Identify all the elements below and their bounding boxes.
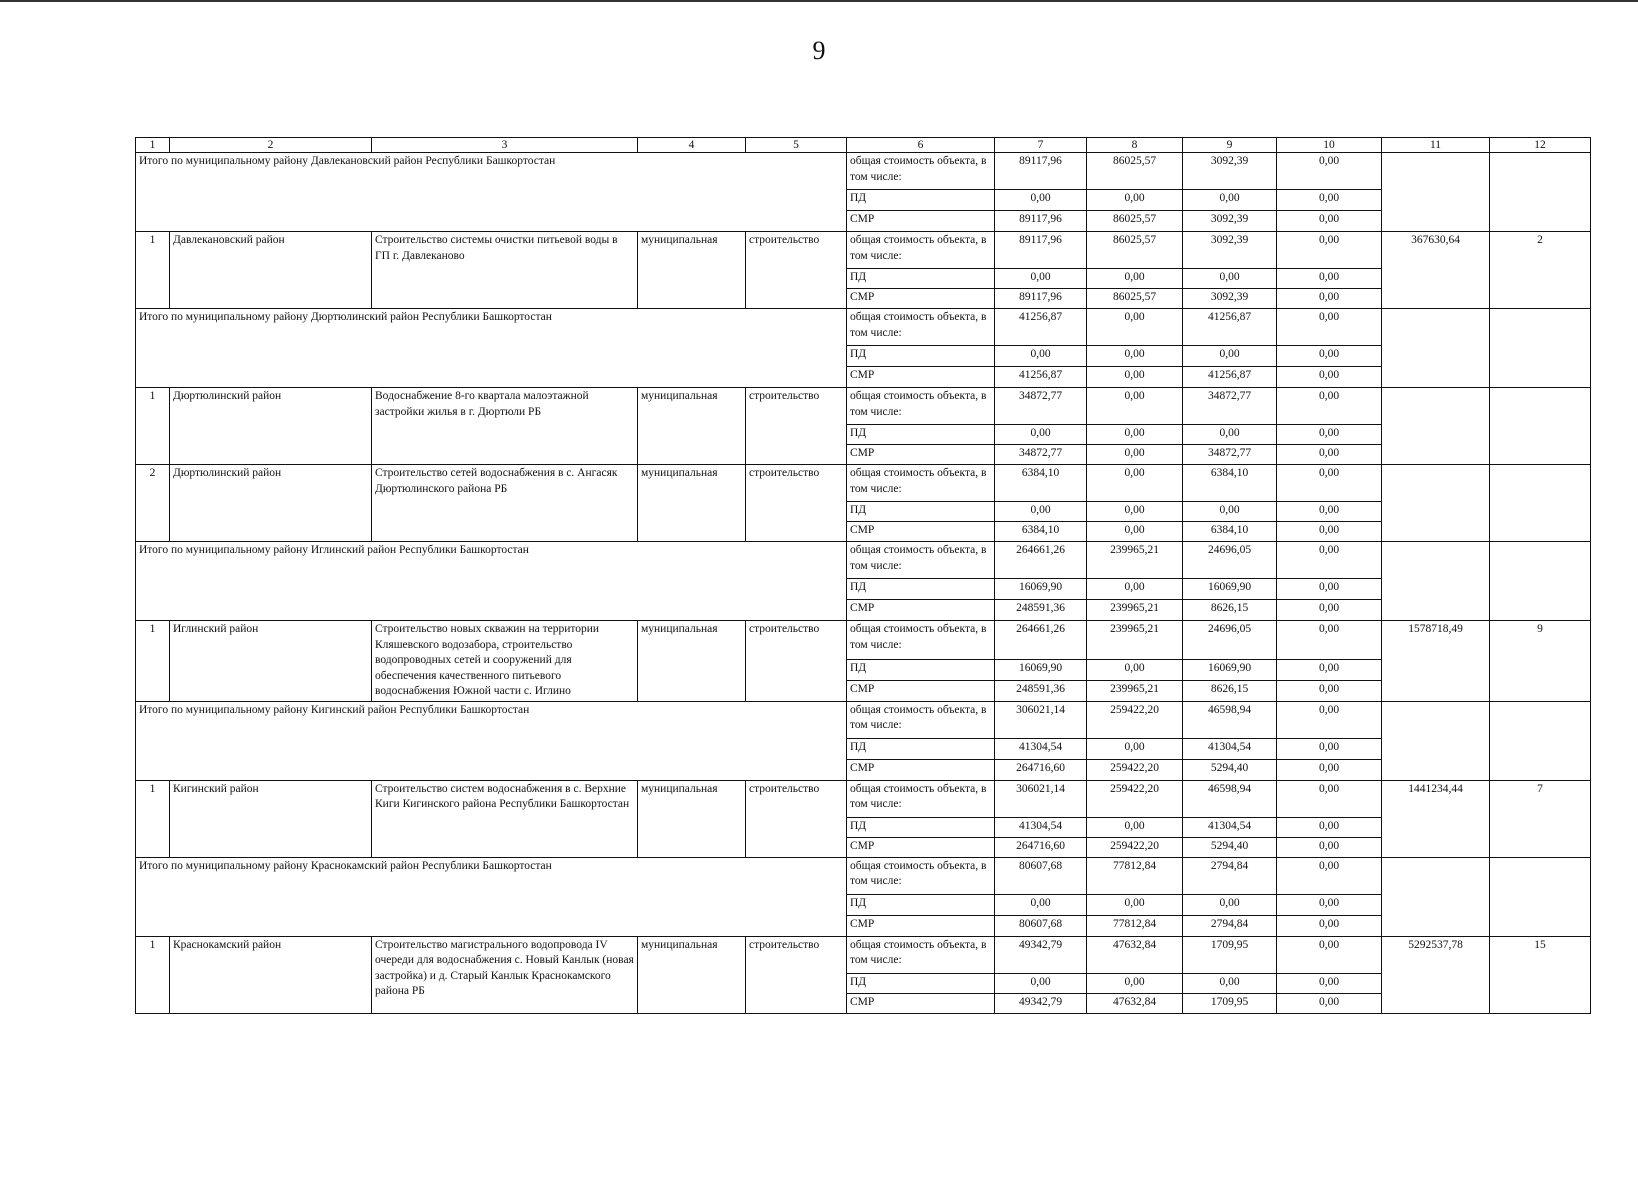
value-cell: 8626,15 <box>1183 680 1277 701</box>
value-cell: 0,00 <box>1183 973 1277 993</box>
item-district: Давлекановский район <box>170 232 372 309</box>
investment-table <box>135 137 1591 1014</box>
col12-cell <box>1490 701 1591 780</box>
header-col-10: 10 <box>1277 138 1382 153</box>
value-cell: 0,00 <box>1087 190 1183 211</box>
value-cell: 0,00 <box>1277 680 1382 701</box>
value-cell: 49342,79 <box>995 936 1087 973</box>
value-cell: 0,00 <box>1277 894 1382 915</box>
value-cell: 89117,96 <box>995 289 1087 309</box>
value-cell: 0,00 <box>1277 659 1382 680</box>
value-cell: 259422,20 <box>1087 837 1183 857</box>
item-object: Строительство системы очистки питьевой воды в ГП г. Давлеканово <box>372 232 638 309</box>
value-cell: 239965,21 <box>1087 680 1183 701</box>
value-cell: 46598,94 <box>1183 701 1277 738</box>
col12-cell <box>1490 309 1591 388</box>
value-cell: 264661,26 <box>995 542 1087 579</box>
value-cell: 0,00 <box>1277 621 1382 660</box>
row-label-total: общая стоимость объекта, в том числе: <box>847 232 995 269</box>
row-label-smr: СМР <box>847 367 995 388</box>
row-label-total: общая стоимость объекта, в том числе: <box>847 857 995 894</box>
value-cell: 0,00 <box>1087 817 1183 837</box>
value-cell: 0,00 <box>1087 659 1183 680</box>
item-number: 1 <box>136 621 170 702</box>
value-cell: 0,00 <box>1183 269 1277 289</box>
row-label-smr: СМР <box>847 522 995 542</box>
item-ownership: муниципальная <box>638 232 746 309</box>
row-label-total: общая стоимость объекта, в том числе: <box>847 309 995 346</box>
value-cell: 0,00 <box>1277 579 1382 600</box>
header-col-8: 8 <box>1087 138 1183 153</box>
value-cell: 0,00 <box>1277 759 1382 780</box>
value-cell: 264716,60 <box>995 837 1087 857</box>
value-cell: 41256,87 <box>1183 367 1277 388</box>
value-cell: 0,00 <box>1087 738 1183 759</box>
row-label-pd: ПД <box>847 817 995 837</box>
row-label-total: общая стоимость объекта, в том числе: <box>847 153 995 190</box>
value-cell: 34872,77 <box>1183 388 1277 425</box>
row-label-total: общая стоимость объекта, в том числе: <box>847 388 995 425</box>
value-cell: 0,00 <box>1183 894 1277 915</box>
group-title: Итого по муниципальному району Дюртюлинский район Республики Башкортостан <box>136 309 847 388</box>
value-cell: 80607,68 <box>995 915 1087 936</box>
item-object: Строительство магистрального водопровода IV очереди для водоснабжения с. Новый Канлык (новая застройка) и д. Старый Канлык Краснокамского района РБ <box>372 936 638 1013</box>
value-cell: 0,00 <box>1277 289 1382 309</box>
value-cell: 5294,40 <box>1183 759 1277 780</box>
value-cell: 248591,36 <box>995 680 1087 701</box>
value-cell: 77812,84 <box>1087 915 1183 936</box>
value-cell: 3092,39 <box>1183 153 1277 190</box>
value-cell: 0,00 <box>1277 502 1382 522</box>
value-cell: 0,00 <box>995 973 1087 993</box>
value-cell: 0,00 <box>1183 425 1277 445</box>
value-cell: 41256,87 <box>995 309 1087 346</box>
header-col-9: 9 <box>1183 138 1277 153</box>
col11-cell <box>1382 542 1490 621</box>
item-row <box>136 388 1591 425</box>
header-row <box>136 138 1591 153</box>
col11-cell <box>1382 465 1490 542</box>
item-ownership: муниципальная <box>638 780 746 857</box>
value-cell: 259422,20 <box>1087 701 1183 738</box>
row-label-smr: СМР <box>847 211 995 232</box>
col11-cell <box>1382 309 1490 388</box>
col11-cell: 367630,64 <box>1382 232 1490 309</box>
value-cell: 306021,14 <box>995 780 1087 817</box>
item-row <box>136 232 1591 269</box>
group-title: Итого по муниципальному району Давлекановский район Республики Башкортостан <box>136 153 847 232</box>
item-ownership: муниципальная <box>638 621 746 702</box>
value-cell: 49342,79 <box>995 993 1087 1013</box>
col11-cell: 1441234,44 <box>1382 780 1490 857</box>
value-cell: 0,00 <box>1277 522 1382 542</box>
row-label-pd: ПД <box>847 579 995 600</box>
item-type: строительство <box>746 232 847 309</box>
row-label-smr: СМР <box>847 915 995 936</box>
col11-cell <box>1382 701 1490 780</box>
value-cell: 16069,90 <box>995 579 1087 600</box>
value-cell: 47632,84 <box>1087 993 1183 1013</box>
col12-cell: 2 <box>1490 232 1591 309</box>
value-cell: 41304,54 <box>1183 817 1277 837</box>
value-cell: 24696,05 <box>1183 621 1277 660</box>
value-cell: 259422,20 <box>1087 780 1183 817</box>
col12-cell: 7 <box>1490 780 1591 857</box>
row-label-total: общая стоимость объекта, в том числе: <box>847 542 995 579</box>
row-label-smr: СМР <box>847 445 995 465</box>
item-number: 1 <box>136 232 170 309</box>
value-cell: 0,00 <box>1277 445 1382 465</box>
item-type: строительство <box>746 388 847 465</box>
value-cell: 34872,77 <box>995 388 1087 425</box>
value-cell: 0,00 <box>1087 388 1183 425</box>
item-district: Иглинский район <box>170 621 372 702</box>
value-cell: 0,00 <box>1277 915 1382 936</box>
value-cell: 0,00 <box>1277 269 1382 289</box>
value-cell: 0,00 <box>1277 232 1382 269</box>
value-cell: 86025,57 <box>1087 211 1183 232</box>
row-label-pd: ПД <box>847 425 995 445</box>
value-cell: 89117,96 <box>995 232 1087 269</box>
value-cell: 0,00 <box>1277 857 1382 894</box>
item-district: Кигинский район <box>170 780 372 857</box>
value-cell: 239965,21 <box>1087 542 1183 579</box>
value-cell: 3092,39 <box>1183 289 1277 309</box>
row-label-smr: СМР <box>847 837 995 857</box>
row-label-smr: СМР <box>847 680 995 701</box>
item-row <box>136 780 1591 817</box>
value-cell: 46598,94 <box>1183 780 1277 817</box>
row-label-pd: ПД <box>847 269 995 289</box>
item-ownership: муниципальная <box>638 388 746 465</box>
value-cell: 2794,84 <box>1183 915 1277 936</box>
value-cell: 1709,95 <box>1183 936 1277 973</box>
item-number: 2 <box>136 465 170 542</box>
value-cell: 0,00 <box>1277 388 1382 425</box>
value-cell: 8626,15 <box>1183 600 1277 621</box>
item-type: строительство <box>746 780 847 857</box>
item-type: строительство <box>746 621 847 702</box>
value-cell: 86025,57 <box>1087 153 1183 190</box>
value-cell: 1709,95 <box>1183 993 1277 1013</box>
value-cell: 0,00 <box>1277 817 1382 837</box>
value-cell: 0,00 <box>1087 465 1183 502</box>
item-ownership: муниципальная <box>638 465 746 542</box>
value-cell: 0,00 <box>1183 502 1277 522</box>
item-number: 1 <box>136 388 170 465</box>
value-cell: 0,00 <box>1087 502 1183 522</box>
col11-cell <box>1382 857 1490 936</box>
value-cell: 41304,54 <box>1183 738 1277 759</box>
value-cell: 34872,77 <box>995 445 1087 465</box>
value-cell: 0,00 <box>1087 579 1183 600</box>
item-row <box>136 621 1591 660</box>
value-cell: 89117,96 <box>995 153 1087 190</box>
header-col-12: 12 <box>1490 138 1591 153</box>
value-cell: 0,00 <box>1277 837 1382 857</box>
item-number: 1 <box>136 780 170 857</box>
value-cell: 3092,39 <box>1183 232 1277 269</box>
value-cell: 0,00 <box>995 425 1087 445</box>
value-cell: 6384,10 <box>995 522 1087 542</box>
row-label-pd: ПД <box>847 502 995 522</box>
value-cell: 2794,84 <box>1183 857 1277 894</box>
row-label-smr: СМР <box>847 289 995 309</box>
col12-cell <box>1490 465 1591 542</box>
value-cell: 0,00 <box>995 346 1087 367</box>
value-cell: 264716,60 <box>995 759 1087 780</box>
value-cell: 16069,90 <box>1183 659 1277 680</box>
value-cell: 239965,21 <box>1087 621 1183 660</box>
value-cell: 0,00 <box>1087 346 1183 367</box>
value-cell: 86025,57 <box>1087 232 1183 269</box>
value-cell: 0,00 <box>995 190 1087 211</box>
row-label-pd: ПД <box>847 894 995 915</box>
col11-cell <box>1382 153 1490 232</box>
value-cell: 47632,84 <box>1087 936 1183 973</box>
row-label-pd: ПД <box>847 973 995 993</box>
col12-cell <box>1490 857 1591 936</box>
item-number: 1 <box>136 936 170 1013</box>
item-district: Дюртюлинский район <box>170 465 372 542</box>
value-cell: 0,00 <box>1087 894 1183 915</box>
value-cell: 0,00 <box>1087 309 1183 346</box>
value-cell: 0,00 <box>1087 425 1183 445</box>
value-cell: 0,00 <box>1277 701 1382 738</box>
item-object: Строительство сетей водоснабжения в с. Ангасяк Дюртюлинского района РБ <box>372 465 638 542</box>
value-cell: 5294,40 <box>1183 837 1277 857</box>
value-cell: 0,00 <box>1277 367 1382 388</box>
value-cell: 0,00 <box>1087 522 1183 542</box>
col12-cell <box>1490 388 1591 465</box>
group-total-row <box>136 153 1591 190</box>
header-col-5: 5 <box>746 138 847 153</box>
col12-cell <box>1490 153 1591 232</box>
value-cell: 6384,10 <box>1183 465 1277 502</box>
row-label-pd: ПД <box>847 346 995 367</box>
row-label-total: общая стоимость объекта, в том числе: <box>847 701 995 738</box>
value-cell: 0,00 <box>1277 425 1382 445</box>
group-total-row <box>136 857 1591 894</box>
row-label-smr: СМР <box>847 600 995 621</box>
value-cell: 41256,87 <box>995 367 1087 388</box>
value-cell: 86025,57 <box>1087 289 1183 309</box>
row-label-pd: ПД <box>847 738 995 759</box>
value-cell: 80607,68 <box>995 857 1087 894</box>
value-cell: 0,00 <box>1277 738 1382 759</box>
value-cell: 16069,90 <box>995 659 1087 680</box>
value-cell: 24696,05 <box>1183 542 1277 579</box>
value-cell: 3092,39 <box>1183 211 1277 232</box>
value-cell: 0,00 <box>1277 973 1382 993</box>
value-cell: 34872,77 <box>1183 445 1277 465</box>
value-cell: 0,00 <box>1277 542 1382 579</box>
group-total-row <box>136 542 1591 579</box>
row-label-pd: ПД <box>847 659 995 680</box>
value-cell: 0,00 <box>1087 367 1183 388</box>
header-col-11: 11 <box>1382 138 1490 153</box>
value-cell: 0,00 <box>1277 190 1382 211</box>
item-ownership: муниципальная <box>638 936 746 1013</box>
group-title: Итого по муниципальному району Кигинский район Республики Башкортостан <box>136 701 847 780</box>
value-cell: 0,00 <box>995 269 1087 289</box>
header-col-6: 6 <box>847 138 995 153</box>
group-total-row <box>136 701 1591 738</box>
value-cell: 41304,54 <box>995 738 1087 759</box>
row-label-total: общая стоимость объекта, в том числе: <box>847 465 995 502</box>
top-border-line <box>0 0 1638 2</box>
group-total-row <box>136 309 1591 346</box>
value-cell: 0,00 <box>1183 190 1277 211</box>
value-cell: 0,00 <box>1277 936 1382 973</box>
value-cell: 264661,26 <box>995 621 1087 660</box>
col11-cell: 1578718,49 <box>1382 621 1490 702</box>
value-cell: 259422,20 <box>1087 759 1183 780</box>
row-label-smr: СМР <box>847 759 995 780</box>
value-cell: 306021,14 <box>995 701 1087 738</box>
value-cell: 0,00 <box>1087 269 1183 289</box>
header-col-7: 7 <box>995 138 1087 153</box>
value-cell: 0,00 <box>1277 153 1382 190</box>
value-cell: 6384,10 <box>995 465 1087 502</box>
value-cell: 0,00 <box>1277 993 1382 1013</box>
row-label-smr: СМР <box>847 993 995 1013</box>
header-col-2: 2 <box>170 138 372 153</box>
row-label-total: общая стоимость объекта, в том числе: <box>847 936 995 973</box>
value-cell: 0,00 <box>995 502 1087 522</box>
item-type: строительство <box>746 936 847 1013</box>
item-district: Дюртюлинский район <box>170 388 372 465</box>
item-type: строительство <box>746 465 847 542</box>
value-cell: 0,00 <box>995 894 1087 915</box>
row-label-total: общая стоимость объекта, в том числе: <box>847 621 995 660</box>
row-label-pd: ПД <box>847 190 995 211</box>
value-cell: 77812,84 <box>1087 857 1183 894</box>
value-cell: 0,00 <box>1277 211 1382 232</box>
col11-cell: 5292537,78 <box>1382 936 1490 1013</box>
col12-cell: 15 <box>1490 936 1591 1013</box>
value-cell: 41304,54 <box>995 817 1087 837</box>
row-label-total: общая стоимость объекта, в том числе: <box>847 780 995 817</box>
value-cell: 0,00 <box>1087 445 1183 465</box>
value-cell: 0,00 <box>1087 973 1183 993</box>
group-title: Итого по муниципальному району Краснокамский район Республики Башкортостан <box>136 857 847 936</box>
value-cell: 89117,96 <box>995 211 1087 232</box>
value-cell: 0,00 <box>1277 309 1382 346</box>
value-cell: 248591,36 <box>995 600 1087 621</box>
item-row <box>136 465 1591 502</box>
value-cell: 0,00 <box>1277 600 1382 621</box>
value-cell: 0,00 <box>1183 346 1277 367</box>
col12-cell: 9 <box>1490 621 1591 702</box>
value-cell: 0,00 <box>1277 465 1382 502</box>
value-cell: 239965,21 <box>1087 600 1183 621</box>
value-cell: 16069,90 <box>1183 579 1277 600</box>
item-object: Строительство систем водоснабжения в с. Верхние Киги Кигинского района Республики Башкортостан <box>372 780 638 857</box>
value-cell: 41256,87 <box>1183 309 1277 346</box>
group-title: Итого по муниципальному району Иглинский район Республики Башкортостан <box>136 542 847 621</box>
item-row <box>136 936 1591 973</box>
value-cell: 6384,10 <box>1183 522 1277 542</box>
value-cell: 0,00 <box>1277 780 1382 817</box>
item-district: Краснокамский район <box>170 936 372 1013</box>
col11-cell <box>1382 388 1490 465</box>
page-number: 9 <box>812 36 826 65</box>
item-object: Строительство новых скважин на территории Кляшевского водозабора, строительство водопроводных сетей и сооружений для обеспечения качественного питьевого водоснабжения Южной части с. Иглино <box>372 621 638 702</box>
header-col-4: 4 <box>638 138 746 153</box>
header-col-3: 3 <box>372 138 638 153</box>
value-cell: 0,00 <box>1277 346 1382 367</box>
header-col-1: 1 <box>136 138 170 153</box>
col12-cell <box>1490 542 1591 621</box>
item-object: Водоснабжение 8-го квартала малоэтажной застройки жилья в г. Дюртюли РБ <box>372 388 638 465</box>
